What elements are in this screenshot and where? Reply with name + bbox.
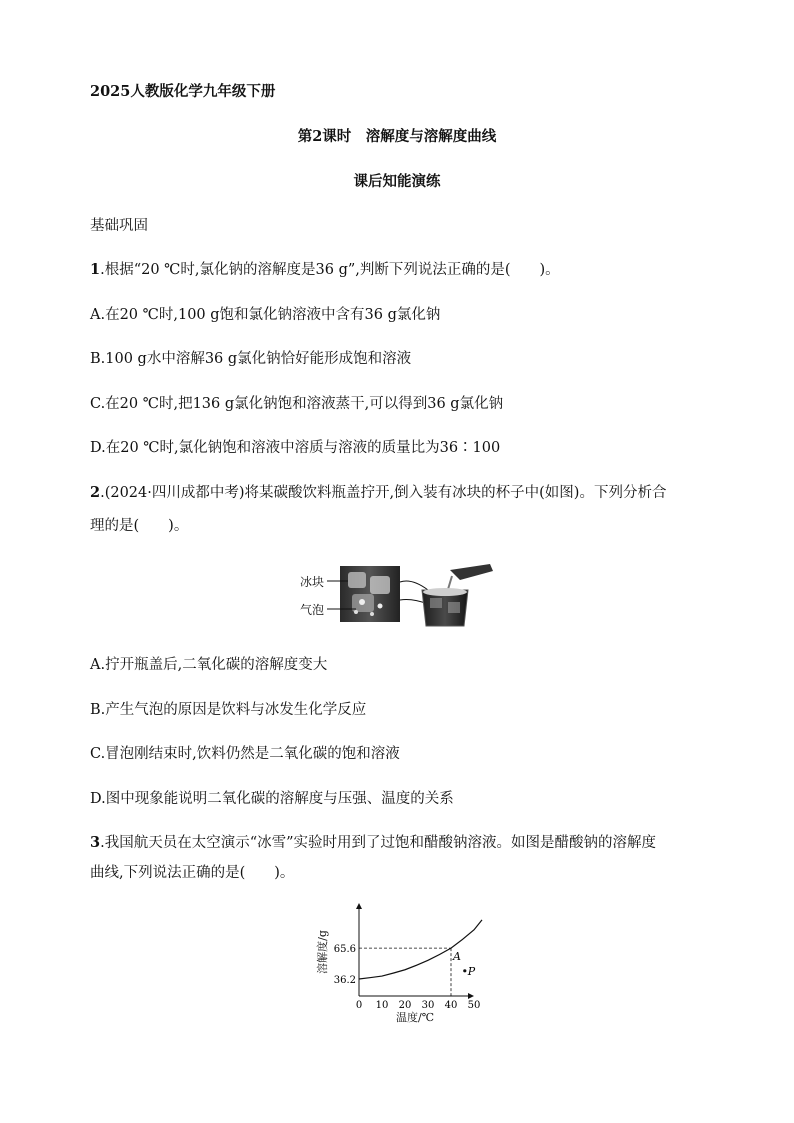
label-ice: 冰块: [300, 575, 325, 589]
label-bubble: 气泡: [300, 603, 325, 617]
y-tick-label: 36.2: [333, 974, 356, 986]
question-2-stem-line2: 理的是( )。: [90, 518, 189, 534]
question-3-stem-line1: [90, 833, 656, 853]
solubility-chart: [315, 900, 485, 1025]
question-number: 2: [90, 484, 101, 501]
q2-option-b: B.产生气泡的原因是饮料与冰发生化学反应: [90, 702, 367, 718]
question-2-stem-line1: [90, 483, 666, 503]
point-label-p: P: [467, 964, 476, 978]
lesson-title: 第2课时 溶解度与溶解度曲线: [297, 128, 497, 145]
q1-option-d: D.在20 ℃时,氯化钠饱和溶液中溶质与溶液的质量比为36∶100: [90, 440, 501, 456]
q1-option-a: A.在20 ℃时,100 g饱和氯化钠溶液中含有36 g氯化钠: [90, 307, 441, 323]
lesson-subtitle: 课后知能演练: [353, 173, 441, 190]
soda-photo: [300, 562, 495, 628]
x-tick-label: 20: [398, 1000, 412, 1011]
question-text: .(2024·四川成都中考)将某碳酸饮料瓶盖拧开,倒入装有冰块的杯子中(如图)。下列分析合: [100, 485, 667, 501]
bottle-shape: [450, 564, 493, 580]
q1-option-b: B.100 g水中溶解36 g氯化钠恰好能形成饱和溶液: [90, 351, 412, 367]
x-tick-label: 0: [355, 1000, 363, 1011]
question-text: .根据“20 ℃时,氯化钠的溶解度是36 g”,判断下列说法正确的是( )。: [100, 262, 560, 278]
q1-option-c: C.在20 ℃时,把136 g氯化钠饱和溶液蒸干,可以得到36 g氯化钠: [90, 396, 504, 412]
x-axis-label: 温度/℃: [395, 1011, 435, 1024]
y-tick-label: 65.6: [333, 944, 356, 956]
x-tick-label: 40: [444, 1000, 458, 1011]
point-label-a: A: [453, 950, 461, 964]
question-number: 3: [90, 834, 101, 851]
q2-option-c: C.冒泡刚结束时,饮料仍然是二氧化碳的饱和溶液: [90, 746, 400, 762]
q2-option-a: A.拧开瓶盖后,二氧化碳的溶解度变大: [90, 657, 328, 673]
q2-option-d: D.图中现象能说明二氧化碳的溶解度与压强、温度的关系: [90, 791, 454, 807]
x-tick-label: 30: [421, 1000, 435, 1011]
question-3-stem-line2: 曲线,下列说法正确的是( )。: [90, 865, 295, 881]
question-1-stem: [90, 260, 560, 280]
y-axis-label: 溶解度/g: [316, 930, 329, 974]
question-text: .我国航天员在太空演示“冰雪”实验时用到了过饱和醋酸钠溶液。如图是醋酸钠的溶解度: [100, 835, 657, 851]
question-number: 1: [90, 261, 101, 278]
soda-photo-figure: [300, 562, 495, 628]
x-tick-label: 10: [375, 1000, 389, 1011]
x-tick-label: 50: [467, 1000, 481, 1011]
solubility-chart-svg: [315, 900, 485, 1025]
point-p-marker: [463, 969, 466, 972]
section-heading: 基础巩固: [90, 218, 148, 234]
book-title: 2025人教版化学九年级下册: [90, 83, 276, 100]
